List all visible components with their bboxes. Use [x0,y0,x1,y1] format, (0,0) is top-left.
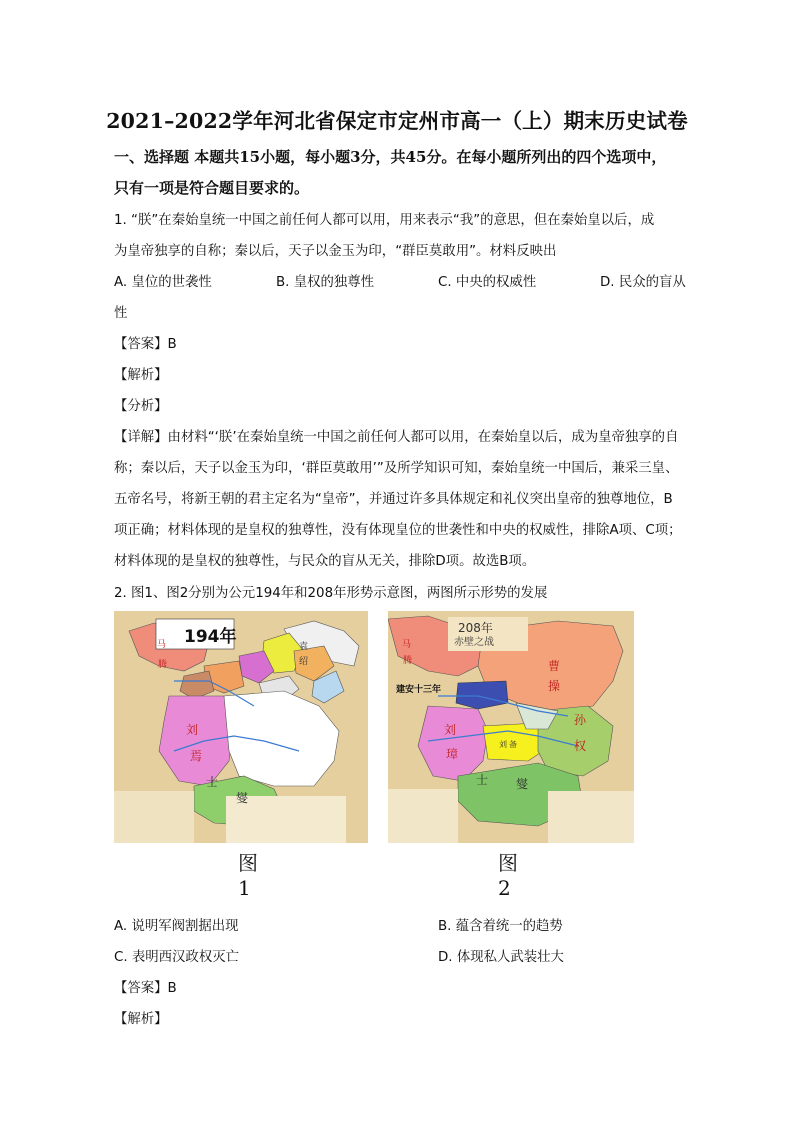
q2-option-c: C. 表明西汉政权灭亡 [114,950,239,965]
map-208-year: 208年 [458,621,493,635]
map-194-label-teng: 腾 [158,660,168,670]
q1-answer: 【答案】B [114,337,177,352]
map-208-label-cao: 曹 [548,659,561,673]
q2-option-a: A. 说明军阀割据出现 [114,919,239,934]
section-heading-line2: 只有一项是符合题目要求的。 [114,179,310,197]
map-208-label-shi: 士 [476,773,489,787]
q1-option-d-wrap: 性 [114,306,128,321]
q1-detail-line4: 项正确；材料体现的是皇权的独尊性，没有体现皇位的世袭性和中央的权威性，排除A项、C项； [114,523,682,538]
map-208-label-caoname: 操 [548,679,561,693]
map-194-label-yuan: 袁 [299,642,309,652]
map-208-label-zhang: 璋 [446,747,459,761]
map-194-label-ma: 马 [157,640,167,650]
figure-1-caption: 图1 [238,851,258,900]
map-194-image [114,611,368,843]
q1-analysis-label: 【解析】 [114,368,168,383]
map-208 [388,611,634,847]
q1-stem-line1: 1. “朕”在秦始皇统一中国之前任何人都可以用，用来表示“我”的意思，但在秦始皇以后，成 [114,213,655,228]
map-208-subtitle: 赤壁之战 [454,637,494,648]
map-194-label-shao: 绍 [299,657,309,667]
figure-2-caption: 图2 [498,851,518,900]
q1-option-a: A. 皇位的世袭性 [114,275,212,290]
map-208-label-bei: 备 [509,740,517,749]
map-194-label-liu: 刘 [186,723,199,737]
map-208-label-ma: 马 [402,640,412,650]
map-194 [114,611,368,847]
map-208-image [388,611,634,843]
section-heading-line1: 一、选择题 本题共15小题，每小题3分，共45分。在每小题所列出的四个选项中， [114,148,667,166]
q1-detail-line3: 五帝名号，将新王朝的君主定名为“皇帝”，并通过许多具体规定和礼仪突出皇帝的独尊地位，B [114,492,673,507]
q1-detail-line2: 称；秦以后，天子以金玉为印，‘群臣莫敢用’”及所学知识可知，秦始皇统一中国后，兼采三皇、 [114,461,679,476]
map-194-year: 194年 [184,627,237,647]
q1-fenxi-label: 【分析】 [114,399,168,414]
q2-stem: 2. 图1、图2分别为公元194年和208年形势示意图，两图所示形势的发展 [114,586,548,601]
q2-option-d: D. 体现私人武装壮大 [438,950,564,965]
q1-option-d: D. 民众的盲从 [600,275,686,290]
page-title: 2021–2022学年河北省保定市定州市高一（上）期末历史试卷 [106,109,688,133]
q1-detail-line5: 材料体现的是皇权的独尊性，与民众的盲从无关，排除D项。故选B项。 [114,554,536,569]
q2-option-b: B. 蕴含着统一的趋势 [438,919,563,934]
map-194-label-yan: 焉 [190,749,203,763]
map-208-label-liu1: 刘 [444,723,457,737]
map-208-label-liu2: 刘 [499,740,507,749]
map-194-label-xie: 燮 [236,791,249,805]
q1-option-b: B. 皇权的独尊性 [276,275,375,290]
map-194-label-shi: 士 [206,775,219,789]
map-208-era: 建安十三年 [396,685,442,695]
map-208-label-quan: 权 [574,739,587,753]
q1-stem-line2: 为皇帝独享的自称；秦以后，天子以金玉为印，“群臣莫敢用”。材料反映出 [114,244,557,259]
map-208-label-xie: 燮 [516,777,529,791]
q2-analysis-label: 【解析】 [114,1012,168,1027]
q2-answer: 【答案】B [114,981,177,996]
q1-option-c: C. 中央的权威性 [438,275,537,290]
q1-detail-line1: 【详解】由材料“‘朕’在秦始皇统一中国之前任何人都可以用，在秦始皇以后，成为皇帝独享的自 [114,430,679,445]
map-208-label-teng: 腾 [403,656,413,666]
map-208-label-sun: 孙 [574,713,587,727]
